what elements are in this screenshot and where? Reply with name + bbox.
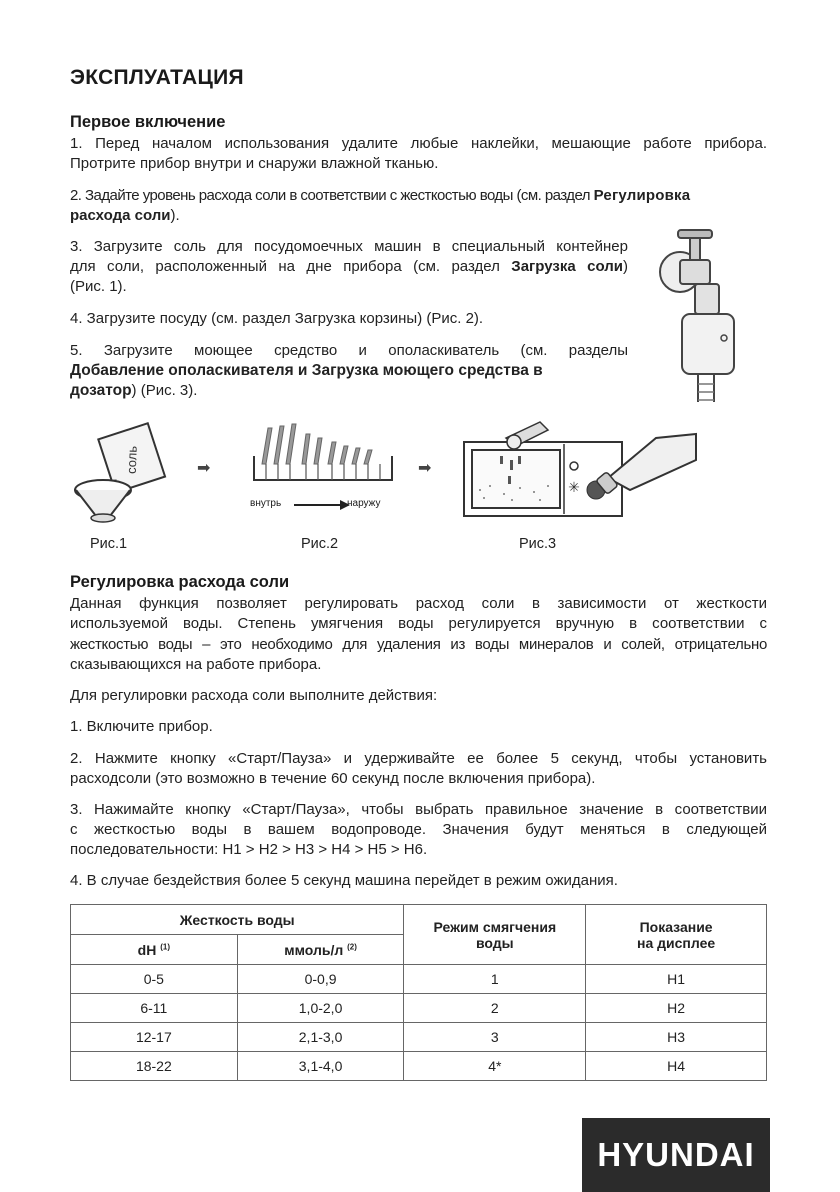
step2-text: 2. Задайте уровень расхода соли в соответствии с жесткостью воды (см. раздел [70,187,594,204]
th-hardness: Жесткость воды [71,905,404,935]
fig2-outside-label: наружу [347,498,381,509]
table-cell: H2 [586,994,767,1023]
step2-text-end: ). [170,207,180,224]
arrow-right-icon: ➡ [418,460,432,477]
salt-para-line2: используемой воды. Степень умягчения воды регулируется вручную в соответствии с [70,615,767,632]
step5-link-detergent: дозатор [70,382,132,399]
step2-line1 [70,185,780,206]
salt-para-line3: жесткостью воды – это необходимо для удаления из воды минералов и солей, отрицательно [70,636,767,653]
fig2-label: Рис.2 [301,536,339,552]
table-cell: H1 [586,965,767,994]
step5-line1: 5. Загрузите моющее средство и ополаскиватель (см. разделы [70,342,628,359]
salt-para-line1: Данная функция позволяет регулировать расход соли в зависимости от жесткости [70,595,767,612]
table-row [71,1023,767,1052]
salt-step3-line1: 3. Нажимайте кнопку «Старт/Пауза», чтобы выбрать правильное значение в соответствии [70,801,767,818]
table-cell: 12-17 [71,1023,238,1052]
table-cell: 3 [404,1023,586,1052]
brand-logo: HYUNDAI [582,1118,770,1192]
table-cell: H3 [586,1023,767,1052]
th-mmol [237,935,404,965]
step3-line1: 3. Загрузите соль для посудомоечных машин в специальный контейнер [70,238,628,255]
step1-line2: Протрите прибор внутри и снаружи влажной тканью. [70,155,439,172]
salt-box-label: соль [123,445,140,475]
fig1-label: Рис.1 [90,536,128,552]
table-cell: 1 [404,965,586,994]
table-cell: 1,0-2,0 [237,994,404,1023]
section-heading-first-start: Первое включение [70,113,226,131]
th-dh [71,935,238,965]
fig3-label: Рис.3 [519,536,557,552]
table-row [71,994,767,1023]
th-dh-text: dH [137,941,157,958]
step5-line2: Добавление ополаскивателя и Загрузка моющего средства в [70,362,543,379]
sun-icon: ✳ [568,479,580,495]
salt-step1: 1. Включите прибор. [70,718,213,735]
table-cell: 2,1-3,0 [237,1023,404,1052]
section-heading-salt-regulation: Регулировка расхода соли [70,573,290,591]
th-display-line2: на дисплее [637,934,716,951]
table-cell: 3,1-4,0 [237,1052,404,1081]
salt-step3-line3: последовательности: H1 > H2 > H3 > H4 > H5 > H6. [70,841,428,858]
step3-link-salt-loading: Загрузка соли [511,258,623,275]
faucet-filter-illustration [640,222,750,408]
step5-text-end: ) (Рис. 3). [131,382,198,399]
step4: 4. Загрузите посуду (см. раздел Загрузка корзины) (Рис. 2). [70,310,484,327]
step3-text: для соли, расположенный на дне прибора (см. раздел [70,258,512,275]
salt-para-line4: сказывающихся на работе прибора. [70,656,322,673]
water-hardness-table [70,904,767,1081]
th-display-line1: Показание [639,918,713,935]
step2-line2 [70,205,180,226]
step2-link-salt-regulation: Регулировка [593,187,691,204]
table-row [71,1052,767,1081]
th-display [586,905,767,965]
table-cell: 18-22 [71,1052,238,1081]
table-cell: 6-11 [71,994,238,1023]
fig1-salt-illustration [68,418,188,528]
salt-step4: 4. В случае бездействия более 5 секунд машина перейдет в режим ожидания. [70,872,618,889]
table-cell: 4* [404,1052,586,1081]
table-cell: 0-0,9 [237,965,404,994]
step5-line3 [70,380,197,401]
table-row [71,965,767,994]
table-cell: 0-5 [71,965,238,994]
th-mode-line1: Режим смягчения [433,918,557,935]
table-cell: H4 [586,1052,767,1081]
fig2-inside-label: внутрь [250,498,282,509]
fig3-detergent-illustration [460,416,700,522]
step2-link-salt-regulation-cont: расхода соли [70,207,171,224]
th-mmol-note: (2) [347,941,357,951]
salt-step2-line1: 2. Нажмите кнопку «Старт/Пауза» и удерживайте ее более 5 секунд, чтобы установить [70,750,767,767]
table-cell: 2 [404,994,586,1023]
th-mode [404,905,586,965]
th-dh-note: (1) [160,941,171,951]
step3-text-end: ) [623,258,628,275]
th-mode-line2: воды [476,934,514,951]
step3-line3: (Рис. 1). [70,278,127,295]
salt-intro: Для регулировки расхода соли выполните действия: [70,687,438,704]
salt-step3-line2: с жесткостью воды в вашем водопроводе. Значения будут меняться в следующей [70,821,767,838]
step1-line1: 1. Перед началом использования удалите любые наклейки, мешающие работе прибора. [70,135,767,152]
step3-line2 [70,256,628,277]
th-mmol-text: ммоль/л [284,941,344,958]
salt-step2-line2: расходсоли (это возможно в течение 60 секунд после включения прибора). [70,770,596,787]
arrow-right-icon: ➡ [197,460,211,477]
page-title: ЭКСПЛУАТАЦИЯ [70,66,244,89]
